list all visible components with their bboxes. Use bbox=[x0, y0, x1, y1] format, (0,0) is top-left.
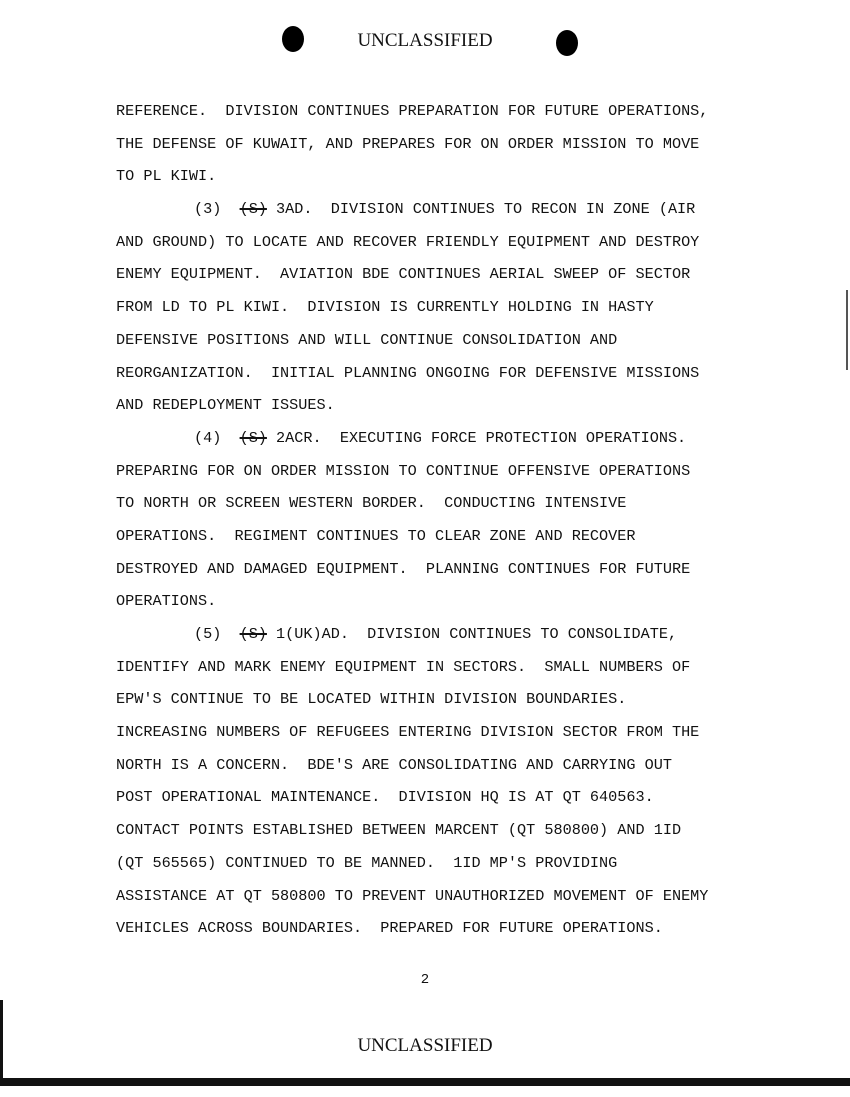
text-line: CONTACT POINTS ESTABLISHED BETWEEN MARCENT (QT 580800) AND 1ID bbox=[116, 821, 682, 840]
text-line: REFERENCE. DIVISION CONTINUES PREPARATION FOR FUTURE OPERATIONS, bbox=[116, 102, 709, 120]
struck-classification-marking: (S) bbox=[239, 428, 267, 447]
paragraph-first-line bbox=[116, 621, 776, 654]
text-line: VEHICLES ACROSS BOUNDARIES. PREPARED FOR FUTURE OPERATIONS. bbox=[116, 919, 663, 938]
text-line: POST OPERATIONAL MAINTENANCE. DIVISION HQ IS AT QT 640563. bbox=[116, 788, 654, 807]
paragraph-first-line bbox=[116, 196, 776, 229]
text-line: NORTH IS A CONCERN. BDE'S ARE CONSOLIDATING AND CARRYING OUT bbox=[116, 755, 672, 774]
text-line: OPERATIONS. bbox=[116, 592, 217, 611]
text-line: DESTROYED AND DAMAGED EQUIPMENT. PLANNING CONTINUES FOR FUTURE bbox=[116, 559, 691, 578]
header-classification: UNCLASSIFIED bbox=[357, 30, 493, 51]
footer-classification: UNCLASSIFIED bbox=[357, 1035, 493, 1056]
struck-classification-marking: (S) bbox=[239, 625, 267, 643]
text-line: AND GROUND) TO LOCATE AND RECOVER FRIENDLY EQUIPMENT AND DESTROY bbox=[116, 232, 700, 251]
paragraph-first-line bbox=[116, 425, 776, 458]
line-text: 3AD. DIVISION CONTINUES TO RECON IN ZONE (AIR bbox=[276, 200, 696, 219]
margin-mark bbox=[846, 290, 848, 370]
text-line: ENEMY EQUIPMENT. AVIATION BDE CONTINUES AERIAL SWEEP OF SECTOR bbox=[116, 265, 691, 284]
paragraph-number: (3) bbox=[194, 200, 222, 219]
text-line: PREPARING FOR ON ORDER MISSION TO CONTINUE OFFENSIVE OPERATIONS bbox=[116, 461, 691, 480]
paragraph bbox=[116, 621, 776, 948]
text-line: THE DEFENSE OF KUWAIT, AND PREPARES FOR ON ORDER MISSION TO MOVE bbox=[116, 134, 700, 153]
document-body bbox=[116, 98, 776, 948]
text-line: INCREASING NUMBERS OF REFUGEES ENTERING DIVISION SECTOR FROM THE bbox=[116, 723, 700, 742]
page-edge bbox=[0, 1078, 850, 1086]
text-line: DEFENSIVE POSITIONS AND WILL CONTINUE CONSOLIDATION AND bbox=[116, 330, 618, 349]
paragraph bbox=[116, 196, 776, 425]
page-number: 2 bbox=[420, 972, 430, 988]
text-line: FROM LD TO PL KIWI. DIVISION IS CURRENTLY HOLDING IN HASTY bbox=[116, 298, 654, 317]
paragraph-number: (5) bbox=[194, 625, 222, 643]
line-text: 1(UK)AD. DIVISION CONTINUES TO CONSOLIDATE, bbox=[276, 625, 678, 643]
paragraph-number: (4) bbox=[194, 428, 222, 447]
text-line: ASSISTANCE AT QT 580800 TO PREVENT UNAUTHORIZED MOVEMENT OF ENEMY bbox=[116, 886, 709, 905]
paragraph bbox=[116, 98, 776, 196]
struck-classification-marking: (S) bbox=[239, 200, 267, 219]
text-line: AND REDEPLOYMENT ISSUES. bbox=[116, 396, 335, 415]
line-text: 2ACR. EXECUTING FORCE PROTECTION OPERATIONS. bbox=[276, 428, 687, 447]
page-edge bbox=[0, 1000, 3, 1085]
text-line: TO NORTH OR SCREEN WESTERN BORDER. CONDUCTING INTENSIVE bbox=[116, 494, 627, 513]
text-line: REORGANIZATION. INITIAL PLANNING ONGOING FOR DEFENSIVE MISSIONS bbox=[116, 363, 700, 382]
text-line: OPERATIONS. REGIMENT CONTINUES TO CLEAR ZONE AND RECOVER bbox=[116, 526, 636, 545]
text-line: TO PL KIWI. bbox=[116, 167, 217, 186]
paragraph bbox=[116, 425, 776, 621]
text-line: EPW'S CONTINUE TO BE LOCATED WITHIN DIVISION BOUNDARIES. bbox=[116, 690, 627, 709]
text-line: (QT 565565) CONTINUED TO BE MANNED. 1ID MP'S PROVIDING bbox=[116, 853, 618, 872]
text-line: IDENTIFY AND MARK ENEMY EQUIPMENT IN SECTORS. SMALL NUMBERS OF bbox=[116, 657, 691, 676]
